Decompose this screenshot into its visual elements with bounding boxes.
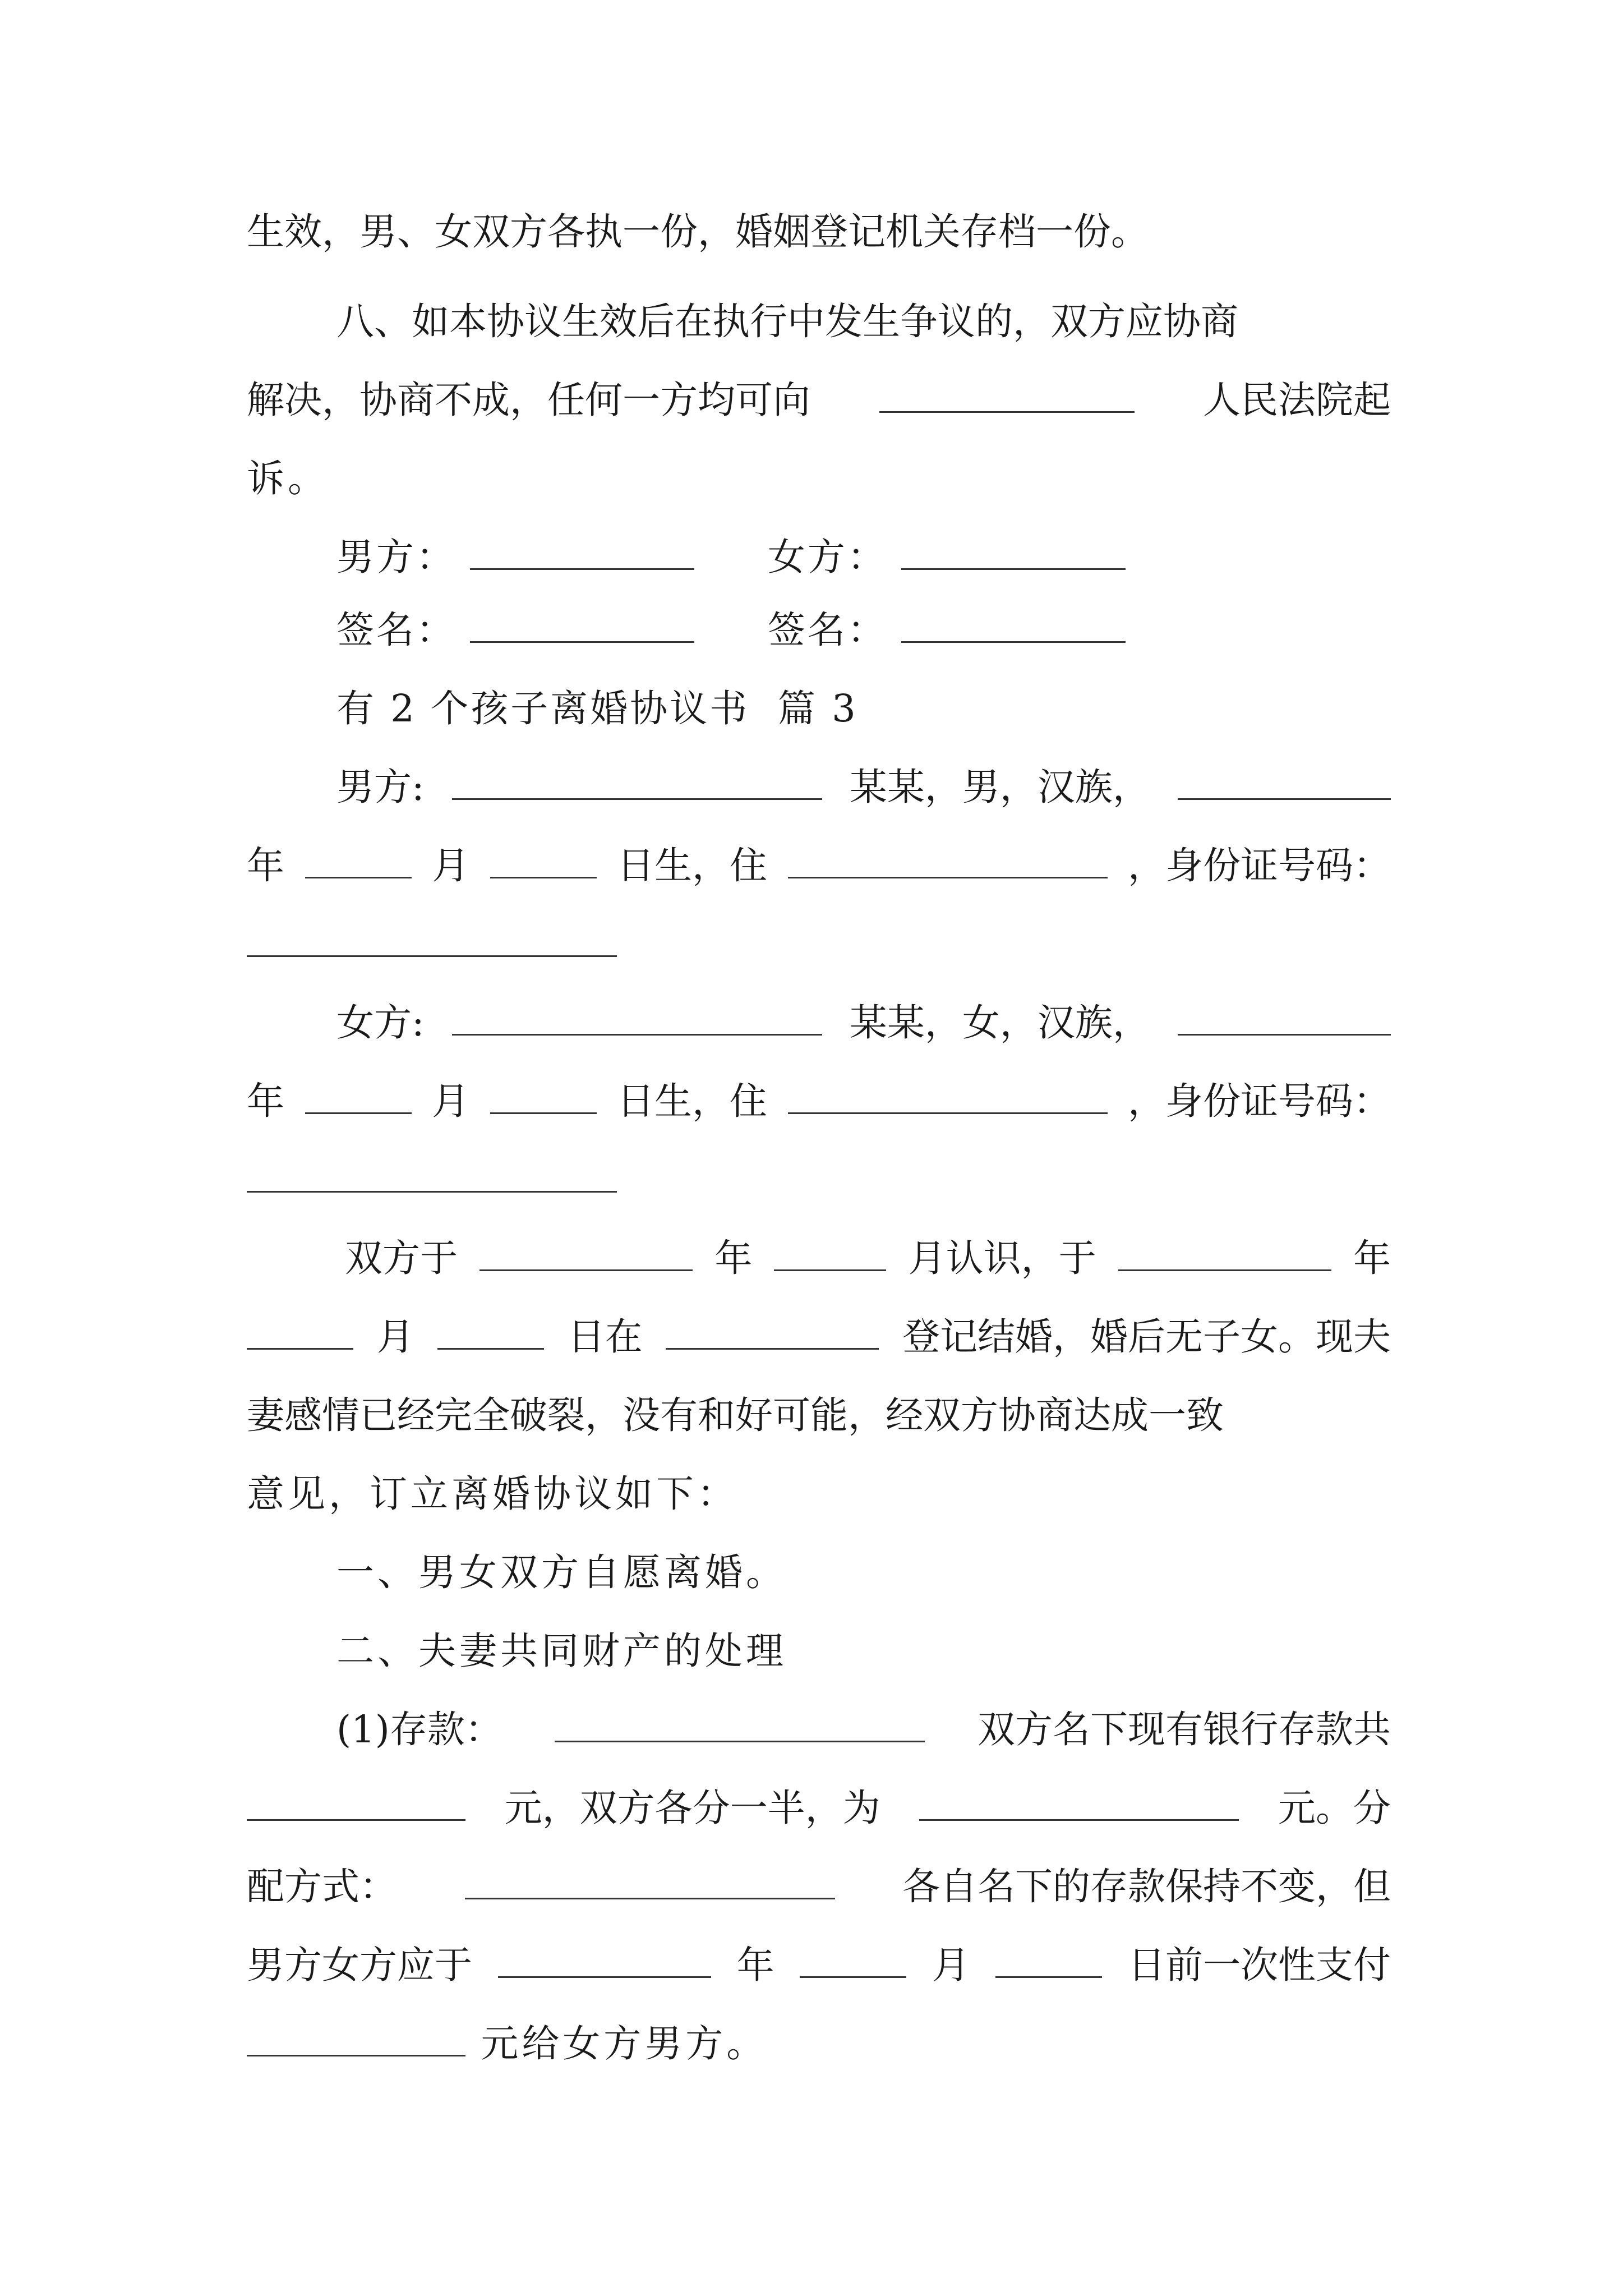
yuan-to-text: 元给女方男方。	[481, 2022, 768, 2065]
amount-blank[interactable]	[919, 1786, 1239, 1821]
clause-8-text: 八、如本协议生效后在执行中发生争议的，双方应协商	[336, 300, 1238, 343]
yuan-end-text: 元。分	[1278, 1786, 1391, 1830]
female-name-blank[interactable]	[901, 535, 1126, 570]
month-blank[interactable]	[800, 1943, 906, 1978]
clause-8-text: 诉。	[247, 457, 329, 500]
year-label: 年	[247, 844, 284, 887]
signature-row	[336, 532, 1391, 582]
amount-blank[interactable]	[247, 1786, 465, 1821]
item-2-text: 二、夫妻共同财产的处理	[336, 1629, 787, 1673]
item-1-text: 一、男女双方自愿离婚。	[336, 1550, 787, 1594]
female-name-blank[interactable]	[452, 1000, 822, 1036]
id-number-blank[interactable]	[247, 1157, 617, 1193]
male-intro-text: 某某，男，汉族，	[849, 765, 1150, 809]
sign-label: 签名：	[336, 608, 456, 652]
text-line	[247, 1076, 1391, 1126]
month-blank[interactable]	[774, 1236, 886, 1271]
pay-label: 男方女方应于	[247, 1943, 472, 1987]
male-sign-blank[interactable]	[470, 608, 694, 643]
year-label: 年	[736, 1943, 774, 1987]
text-line	[336, 296, 1391, 347]
text-line	[247, 1940, 1391, 1990]
deposit-label: (1)存款：	[336, 1708, 502, 1751]
pay-text: 日前一次性支付	[1127, 1943, 1391, 1987]
male-label: 男方：	[336, 535, 456, 579]
section-title-text: 有 2 个孩子离婚协议书 篇 3	[336, 687, 858, 730]
year-label: 年	[247, 1079, 284, 1123]
paragraph-text: 意见，订立离婚协议如下：	[247, 1472, 738, 1516]
deposit-blank[interactable]	[555, 1707, 925, 1742]
day-blank[interactable]	[437, 1314, 544, 1350]
birth-text: 日生，住	[617, 844, 767, 887]
text-line	[336, 1547, 1391, 1598]
method-blank[interactable]	[465, 1864, 835, 1899]
year-blank[interactable]	[479, 1236, 693, 1271]
text-line	[247, 375, 1391, 425]
method-text: 各自名下的存款保持不变，但	[902, 1865, 1391, 1908]
female-label: 女方：	[767, 535, 887, 579]
text-line	[247, 453, 1391, 504]
paragraph-text: 生效，男、女双方各执一份，婚姻登记机关存档一份。	[247, 210, 1149, 254]
text-line	[247, 1469, 1391, 1519]
text-line	[345, 1233, 1391, 1283]
female-intro-label: 女方:	[336, 1001, 425, 1045]
sign-label: 签名：	[767, 608, 887, 652]
text-line	[336, 762, 1391, 812]
signature-row	[336, 605, 1391, 655]
month-label: 月	[432, 1079, 469, 1123]
male-intro-label: 男方:	[336, 765, 425, 809]
method-label: 配方式：	[247, 1865, 397, 1908]
text-line	[247, 1783, 1391, 1833]
text-line	[247, 1390, 1391, 1441]
month-label: 月	[932, 1943, 970, 1987]
text-line	[247, 2018, 1391, 2069]
day-blank[interactable]	[995, 1943, 1102, 1978]
id-number-blank[interactable]	[247, 922, 617, 957]
day-at-text: 日在	[567, 1315, 643, 1359]
yuan-split-text: 元，双方各分一半，为	[504, 1786, 880, 1830]
text-line	[247, 1861, 1391, 1912]
day-blank[interactable]	[490, 1079, 597, 1114]
clause-8-text: 人民法院起	[1203, 378, 1391, 422]
met-text: 双方于	[345, 1236, 458, 1280]
year-label: 年	[1353, 1236, 1391, 1280]
text-line	[336, 997, 1391, 1048]
month-label: 月	[432, 844, 469, 887]
text-line	[336, 1704, 1391, 1755]
text-line	[247, 919, 1391, 969]
text-line	[247, 206, 1391, 257]
paragraph-text: 妻感情已经完全破裂，没有和好可能，经双方协商达成一致	[247, 1393, 1224, 1437]
text-line	[247, 1154, 1391, 1205]
section-title	[336, 683, 1391, 734]
male-name-blank[interactable]	[452, 765, 822, 800]
month-blank[interactable]	[305, 843, 412, 878]
female-sign-blank[interactable]	[901, 608, 1126, 643]
year-label: 年	[714, 1236, 753, 1280]
deposit-text: 双方名下现有银行存款共	[978, 1708, 1391, 1751]
day-blank[interactable]	[490, 843, 597, 878]
year-blank[interactable]	[498, 1943, 711, 1978]
year-blank[interactable]	[1178, 765, 1391, 800]
male-name-blank[interactable]	[470, 535, 694, 570]
month-blank[interactable]	[247, 1314, 353, 1350]
address-blank[interactable]	[788, 843, 1108, 878]
id-label: ，身份证号码：	[1128, 844, 1391, 887]
female-intro-text: 某某，女，汉族，	[849, 1001, 1150, 1045]
court-blank[interactable]	[879, 378, 1135, 413]
text-line	[247, 840, 1391, 891]
birth-text: 日生，住	[617, 1079, 767, 1123]
met-text: 月认识，于	[908, 1236, 1096, 1280]
year-blank[interactable]	[1178, 1000, 1391, 1036]
id-label: ，身份证号码：	[1128, 1079, 1391, 1123]
month-blank[interactable]	[305, 1079, 412, 1114]
married-text: 登记结婚，婚后无子女。现夫	[902, 1315, 1391, 1359]
address-blank[interactable]	[788, 1079, 1108, 1114]
clause-8-text: 解决，协商不成，任何一方均可向	[247, 378, 810, 422]
year-blank[interactable]	[1118, 1236, 1331, 1271]
place-blank[interactable]	[666, 1314, 879, 1350]
amount-blank[interactable]	[247, 2021, 465, 2056]
text-line	[336, 1626, 1391, 1676]
month-label: 月	[376, 1315, 414, 1359]
text-line	[247, 1312, 1391, 1362]
